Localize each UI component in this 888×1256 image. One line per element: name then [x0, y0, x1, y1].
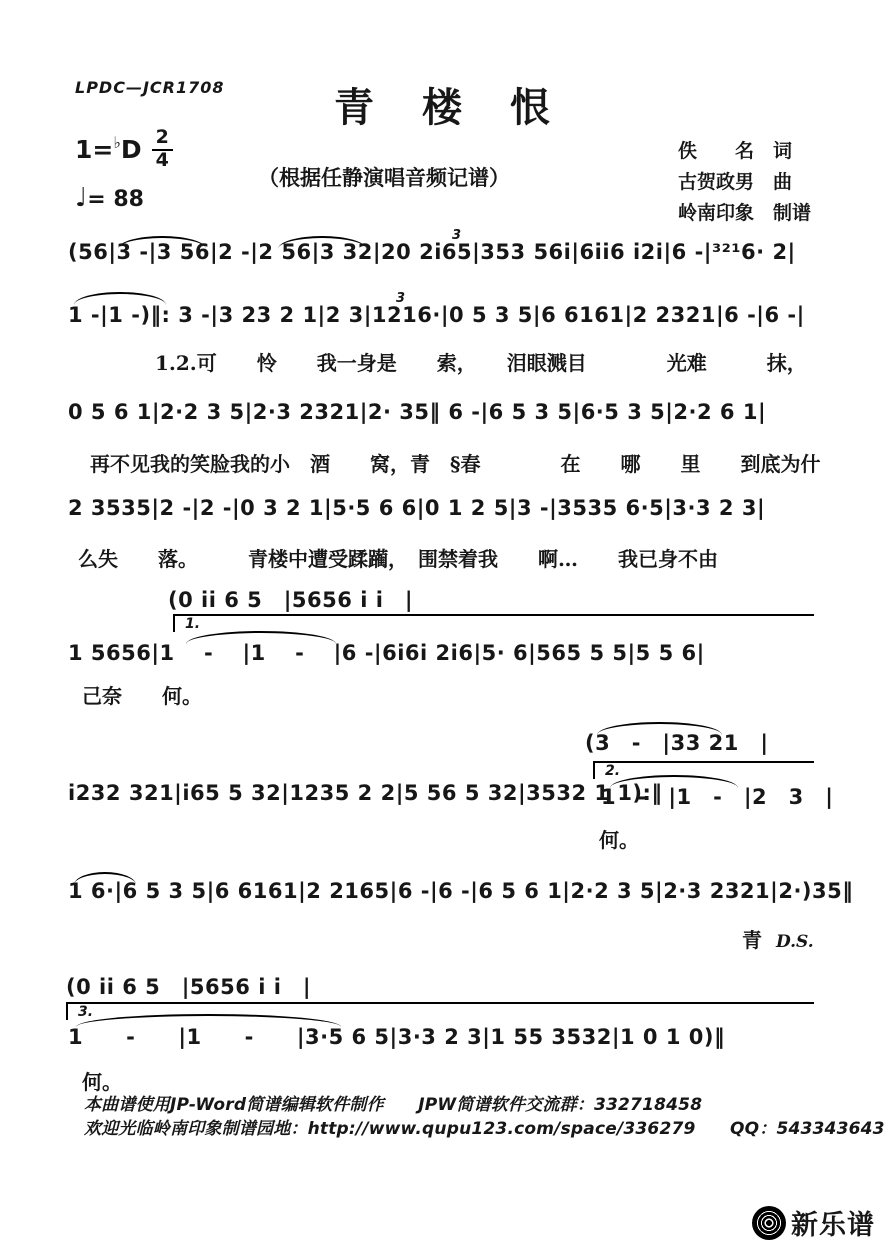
interlude-line: (3 - |33 21 |: [585, 731, 769, 755]
credit-lyricist: 佚 名 词: [678, 140, 793, 162]
dal-segno-mark: D.S.: [776, 932, 814, 952]
music-line-1: (56|3 -|3 56|2 -|2 56|3 32|20 2i65|353 56i|6ii6 i2i|6 -|³²¹6· 2|: [68, 240, 796, 264]
quarter-note-icon: ♩: [75, 183, 88, 213]
tempo-value: = 88: [87, 187, 144, 212]
music-line-8: 1 - |1 - |3·5 6 5|3·3 2 3|1 55 3532|1 0 1 0)‖: [68, 1025, 725, 1049]
lyrics-line-5: 何。: [599, 828, 639, 852]
triplet-mark: 3: [396, 291, 406, 306]
key-letter: D: [120, 134, 142, 164]
ds-annotation: [742, 924, 814, 953]
credits-block: [678, 136, 811, 229]
tempo-marking: [75, 183, 144, 213]
song-title: 青 楼 恨: [334, 84, 554, 131]
footer-software-note: 本曲谱使用JP-Word简谱编辑软件制作 JPW简谱软件交流群：332718458: [84, 1095, 703, 1115]
lyrics-line-1: 1.2.可 怜 我一身是 索， 泪眼溅目 光难 抹，: [155, 351, 807, 375]
music-line-3: 0 5 6 1|2·2 3 5|2·3 2321|2· 35‖ 6 -|6 5 3 5|6·5 3 5|2·2 6 1|: [68, 400, 767, 424]
pickup-line-1: (0 ii 6 5 |5656 i i |: [168, 588, 414, 612]
music-line-6: i232 321|i65 5 32|1235 2 2|5 56 5 32|3532 1 1):‖: [68, 781, 663, 805]
credit-composer: 古贺政男 曲: [678, 171, 793, 193]
triplet-mark: 3: [452, 228, 462, 243]
flat-sign: ♭: [113, 132, 121, 152]
ds-lyric-cue: 青: [742, 928, 762, 952]
music-line-6-volta: 1 - |1 - |2 3 |: [601, 785, 834, 809]
lyrics-line-3: 么失 落。 青楼中遭受蹂躏， 围禁着我 啊… 我已身不由: [78, 547, 718, 571]
time-top: 2: [152, 128, 173, 151]
site-logo: [752, 1203, 875, 1242]
pickup-line-2: (0 ii 6 5 |5656 i i |: [66, 975, 312, 999]
subtitle: （根据任静演唱音频记谱）: [258, 165, 510, 190]
catalog-number: LPDC—JCR1708: [75, 78, 225, 97]
credit-arranger: 岭南印象 制谱: [678, 202, 812, 224]
volta-3-label: 3.: [78, 1004, 94, 1020]
music-line-4: 2 3535|2 -|2 -|0 3 2 1|5·5 6 6|0 1 2 5|3 -|3535 6·5|3·3 2 3|: [68, 496, 766, 520]
lyrics-line-2: 再不见我的笑脸我的小 酒 窝，青 §春 在 哪 里 到底为什: [90, 452, 821, 476]
logo-text: 新乐谱: [791, 1210, 875, 1241]
music-line-2: 1 -|1 -)‖: 3 -|3 23 2 1|2 3|1216·|0 5 3 5|6 6161|2 2321|6 -|6 -|: [68, 303, 805, 327]
key-prefix: 1=: [75, 134, 114, 164]
lyrics-line-6: 何。: [82, 1070, 122, 1094]
time-bottom: 4: [155, 148, 169, 171]
music-line-5: 1 5656|1 - |1 - |6 -|6i6i 2i6|5· 6|565 5 5|5 5 6|: [68, 641, 705, 665]
record-disc-icon: [752, 1206, 786, 1240]
volta-1-bracket: [173, 614, 814, 632]
volta-2-label: 2.: [605, 763, 621, 779]
volta-1-label: 1.: [185, 616, 201, 632]
lyrics-line-4: 己奈 何。: [82, 684, 202, 708]
footer-website-note: 欢迎光临岭南印象制谱园地：http://www.qupu123.com/space/336279 QQ：543343643: [84, 1119, 885, 1139]
music-line-7: 1 6·|6 5 3 5|6 6161|2 2165|6 -|6 -|6 5 6 1|2·2 3 5|2·3 2321|2·)35‖: [68, 879, 854, 903]
